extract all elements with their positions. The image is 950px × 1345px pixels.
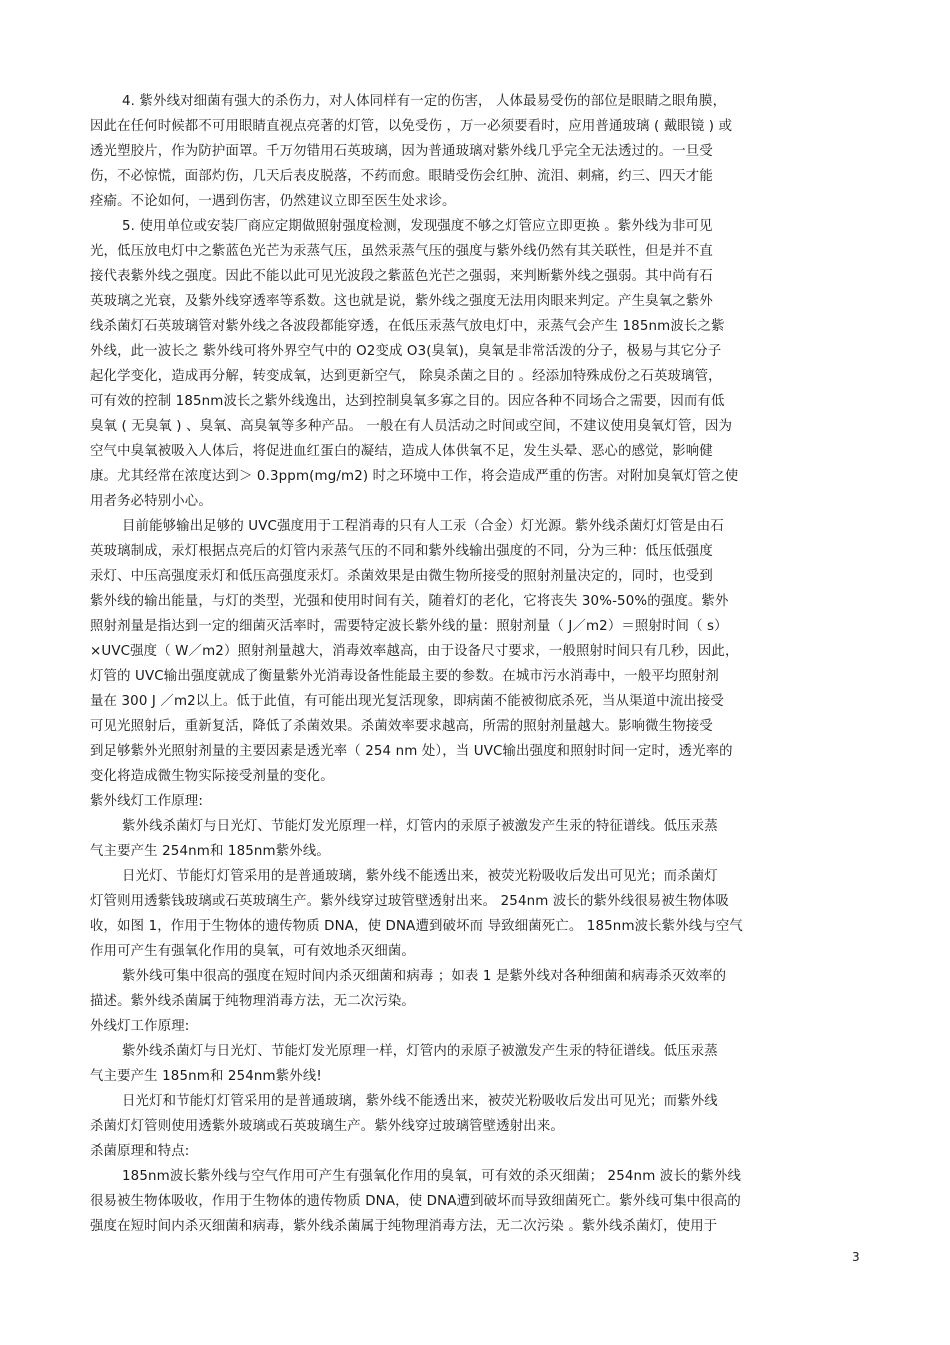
text-line: 描述。紫外线杀菌属于纯物理消毒方法，无二次污染。 [90, 994, 415, 1009]
text-line: 可有效的控制 185nm波长之紫外线逸出，达到控制臭氧多寡之目的。因应各种不同场合之需要，因而有低 [90, 394, 725, 409]
text-line: 因此在任何时候都不可用眼睛直视点亮著的灯管，以免受伤 ，万一必须要看时，应用普通玻璃 ( 戴眼镜 ) 或 [90, 119, 733, 134]
section-heading: 杀菌原理和特点: [90, 1144, 190, 1159]
text-line: 很易被生物体吸收，作用于生物体的遗传物质 DNA，使 DNA遭到破坏而导致细菌死亡。紫外线可集中很高的 [90, 1194, 741, 1209]
text-line: 灯管则用透紫钱玻璃或石英玻璃生产。紫外线穿过玻管壁透射出来。 254nm 波长的紫外线很易被生物体吸 [90, 894, 729, 909]
section-heading: 紫外线灯工作原理: [90, 794, 203, 809]
text-line: 紫外线杀菌灯与日光灯、节能灯发光原理一样，灯管内的汞原子被激发产生汞的特征谱线。低压汞蒸 [122, 1044, 718, 1059]
text-line: 灯管的 UVC输出强度就成了衡量紫外光消毒设备性能最主要的参数。在城市污水消毒中，一般平均照射剂 [90, 669, 719, 684]
section-heading: 外线灯工作原理: [90, 1019, 190, 1034]
text-line: 收，如图 1，作用于生物体的遗传物质 DNA，使 DNA遭到破坏而 导致细菌死亡。 185nm波长紫外线与空气 [90, 919, 743, 934]
text-line: 185nm波长紫外线与空气作用可产生有强氧化作用的臭氧，可有效的杀灭细菌； 254nm 波长的紫外线 [122, 1169, 742, 1184]
text-line: 伤，不必惊慌，面部灼伤，几天后表皮脱落，不药而愈。眼睛受伤会红肿、流泪、刺痛，约三、四天才能 [90, 169, 713, 184]
text-line: 日光灯和节能灯灯管采用的是普通玻璃，紫外线不能透出来，被荧光粉吸收后发出可见光；而紫外线 [122, 1094, 718, 1109]
text-line: 臭氧 ( 无臭氧 ) 、臭氧、高臭氧等多种产品。 一般在有人员活动之时间或空间，不建议使用臭氧灯管，因为 [90, 419, 733, 434]
page-number: 3 [852, 1250, 860, 1264]
text-line: 可见光照射后，重新复活，降低了杀菌效果。杀菌效率要求越高，所需的照射剂量越大。影响微生物接受 [90, 719, 713, 734]
text-line: 痊瘉。不论如何，一遇到伤害，仍然建议立即至医生处求诊。 [90, 194, 456, 209]
text-line: 量在 300 J ／m2以上。低于此值，有可能出现光复活现象，即病菌不能被彻底杀死，当从渠道中流出接受 [90, 694, 724, 709]
text-line: 作用可产生有强氧化作用的臭氧，可有效地杀灭细菌。 [90, 944, 415, 959]
text-line: 线杀菌灯石英玻璃管对紫外线之各波段都能穿透，在低压汞蒸气放电灯中，汞蒸气会产生 185nm波长之紫 [90, 319, 725, 334]
text-line: 透光塑胶片，作为防护面罩。千万勿错用石英玻璃，因为普通玻璃对紫外线几乎完全无法透过的。一旦受 [90, 144, 713, 159]
text-line: 气主要产生 185nm和 254nm紫外线! [90, 1069, 322, 1084]
text-line: 英玻璃制成，汞灯根据点亮后的灯管内汞蒸气压的不同和紫外线输出强度的不同，分为三种：低压低强度 [90, 544, 713, 559]
text-line: 强度在短时间内杀灭细菌和病毒，紫外线杀菌属于纯物理消毒方法，无二次污染 。紫外线杀菌灯，使用于 [90, 1219, 718, 1234]
text-line: 起化学变化，造成再分解，转变成氧，达到更新空气， 除臭杀菌之目的 。经添加特殊成份之石英玻璃管， [90, 369, 722, 384]
text-line: 照射剂量是指达到一定的细菌灭活率时，需要特定波长紫外线的量：照射剂量（ J／m2）＝照射时间（ s） [90, 619, 728, 634]
text-line: 日光灯、节能灯灯管采用的是普通玻璃，紫外线不能透出来，被荧光粉吸收后发出可见光；而杀菌灯 [122, 869, 718, 884]
text-line: 紫外线杀菌灯与日光灯、节能灯发光原理一样，灯管内的汞原子被激发产生汞的特征谱线。低压汞蒸 [122, 819, 718, 834]
text-line: 用者务必特别小心。 [90, 494, 212, 509]
text-line: 康。尤其经常在浓度达到＞ 0.3ppm(mg/m2) 时之环境中工作，将会造成严重的伤害。对附加臭氧灯管之使 [90, 469, 739, 484]
text-line: 4. 紫外线对细菌有强大的杀伤力，对人体同样有一定的伤害， 人体最易受伤的部位是眼睛之眼角膜， [122, 94, 727, 109]
text-line: ×UVC强度（ W／m2）照射剂量越大，消毒效率越高，由于设备尺寸要求，一般照射时间只有几秒，因此， [90, 644, 739, 659]
text-line: 外线，此一波长之 紫外线可将外界空气中的 O2变成 O3(臭氧)，臭氧是非常活泼的分子，极易与其它分子 [90, 344, 722, 359]
text-line: 接代表紫外线之强度。因此不能以此可见光波段之紫蓝色光芒之强弱，来判断紫外线之强弱。其中尚有石 [90, 269, 713, 284]
text-line: 5. 使用单位或安装厂商应定期做照射强度检测，发现强度不够之灯管应立即更换 。紫外线为非可见 [122, 219, 713, 234]
text-line: 英玻璃之光衰，及紫外线穿透率等系数。这也就是说，紫外线之强度无法用肉眼来判定。产生臭氧之紫外 [90, 294, 713, 309]
text-line: 汞灯、中压高强度汞灯和低压高强度汞灯。杀菌效果是由微生物所接受的照射剂量决定的，同时，也受到 [90, 569, 713, 584]
text-line: 气主要产生 254nm和 185nm紫外线。 [90, 844, 330, 859]
text-line: 紫外线的输出能量，与灯的类型，光强和使用时间有关，随着灯的老化，它将丧失 30%-50%的强度。紫外 [90, 594, 729, 609]
text-line: 变化将造成微生物实际接受剂量的变化。 [90, 769, 334, 784]
text-line: 光，低压放电灯中之紫蓝色光芒为汞蒸气压，虽然汞蒸气压的强度与紫外线仍然有其关联性，但是并不直 [90, 244, 713, 259]
text-line: 到足够紫外光照射剂量的主要因素是透光率（ 254 nm 处），当 UVC输出强度和照射时间一定时，透光率的 [90, 744, 733, 759]
text-line: 目前能够输出足够的 UVC强度用于工程消毒的只有人工汞（合金）灯光源。紫外线杀菌灯灯管是由石 [122, 519, 724, 534]
text-line: 杀菌灯灯管则使用透紫外玻璃或石英玻璃生产。紫外线穿过玻璃管壁透射出来。 [90, 1119, 564, 1134]
text-line: 空气中臭氧被吸入人体后，将促进血红蛋白的凝结，造成人体供氧不足，发生头晕、恶心的感觉，影响健 [90, 444, 713, 459]
text-line: 紫外线可集中很高的强度在短时间内杀灭细菌和病毒 ；如表 1 是紫外线对各种细菌和病毒杀灭效率的 [122, 969, 727, 984]
